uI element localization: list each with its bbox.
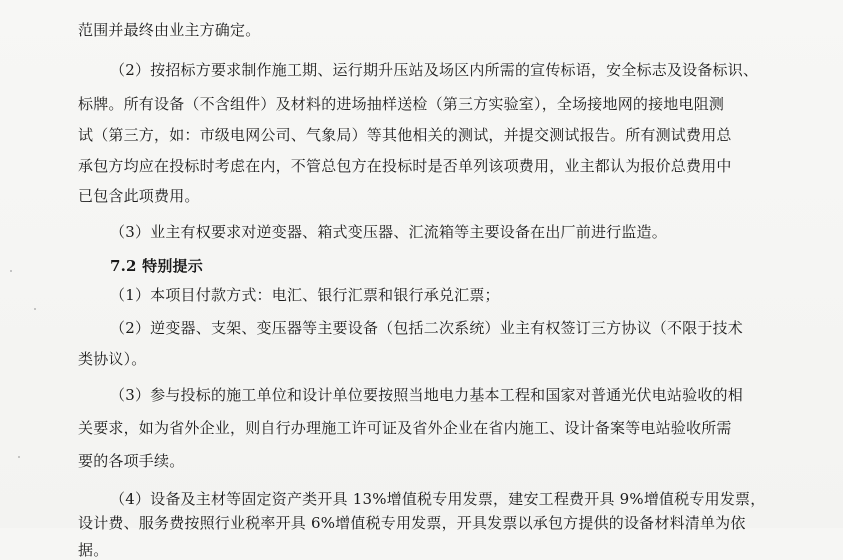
text-line: 标牌。所有设备（不含组件）及材料的进场抽样送检（第三方实验室），全场接地网的接地电阻测 xyxy=(78,95,725,113)
text-line: 范围并最终由业主方确定。 xyxy=(78,21,261,39)
text-line: 承包方均应在投标时考虑在内，不管总包方在投标时是否单列该项费用，业主都认为报价总费用中 xyxy=(78,157,732,175)
text-line: 类协议）。 xyxy=(78,350,147,368)
scan-dot xyxy=(10,270,12,272)
text-line: （3）参与投标的施工单位和设计单位要按照当地电力基本工程和国家对普通光伏电站验收的相 xyxy=(110,386,743,404)
section-heading: 7.2 特别提示 xyxy=(110,257,203,275)
text-line: 关要求，如为省外企业，则自行办理施工许可证及省外企业在省内施工、设计备案等电站验收所需 xyxy=(78,419,732,437)
scan-dot xyxy=(18,456,20,458)
text-line: 设计费、服务费按照行业税率开具 6%增值税专用发票，开具发票以承包方提供的设备材料清单为依 xyxy=(78,514,746,532)
text-line: 要的各项手续。 xyxy=(78,452,185,470)
text-line: 已包含此项费用。 xyxy=(78,187,200,205)
text-line: （3）业主有权要求对逆变器、箱式变压器、汇流箱等主要设备在出厂前进行监造。 xyxy=(110,223,667,241)
text-line: （2）逆变器、支架、变压器等主要设备（包括二次系统）业主有权签订三方协议（不限于技术 xyxy=(110,319,743,337)
text-line: 试（第三方，如：市级电网公司、气象局）等其他相关的测试，并提交测试报告。所有测试费用总 xyxy=(78,126,732,144)
text-line: 据。 xyxy=(78,541,109,559)
scan-dot xyxy=(34,308,36,310)
text-line: （1）本项目付款方式：电汇、银行汇票和银行承兑汇票； xyxy=(110,286,500,304)
text-line: （4）设备及主材等固定资产类开具 13%增值税专用发票，建安工程费开具 9%增值税专用发票， xyxy=(110,490,766,508)
text-line: （2）按招标方要求制作施工期、运行期升压站及场区内所需的宣传标语，安全标志及设备标识、 xyxy=(110,61,759,79)
